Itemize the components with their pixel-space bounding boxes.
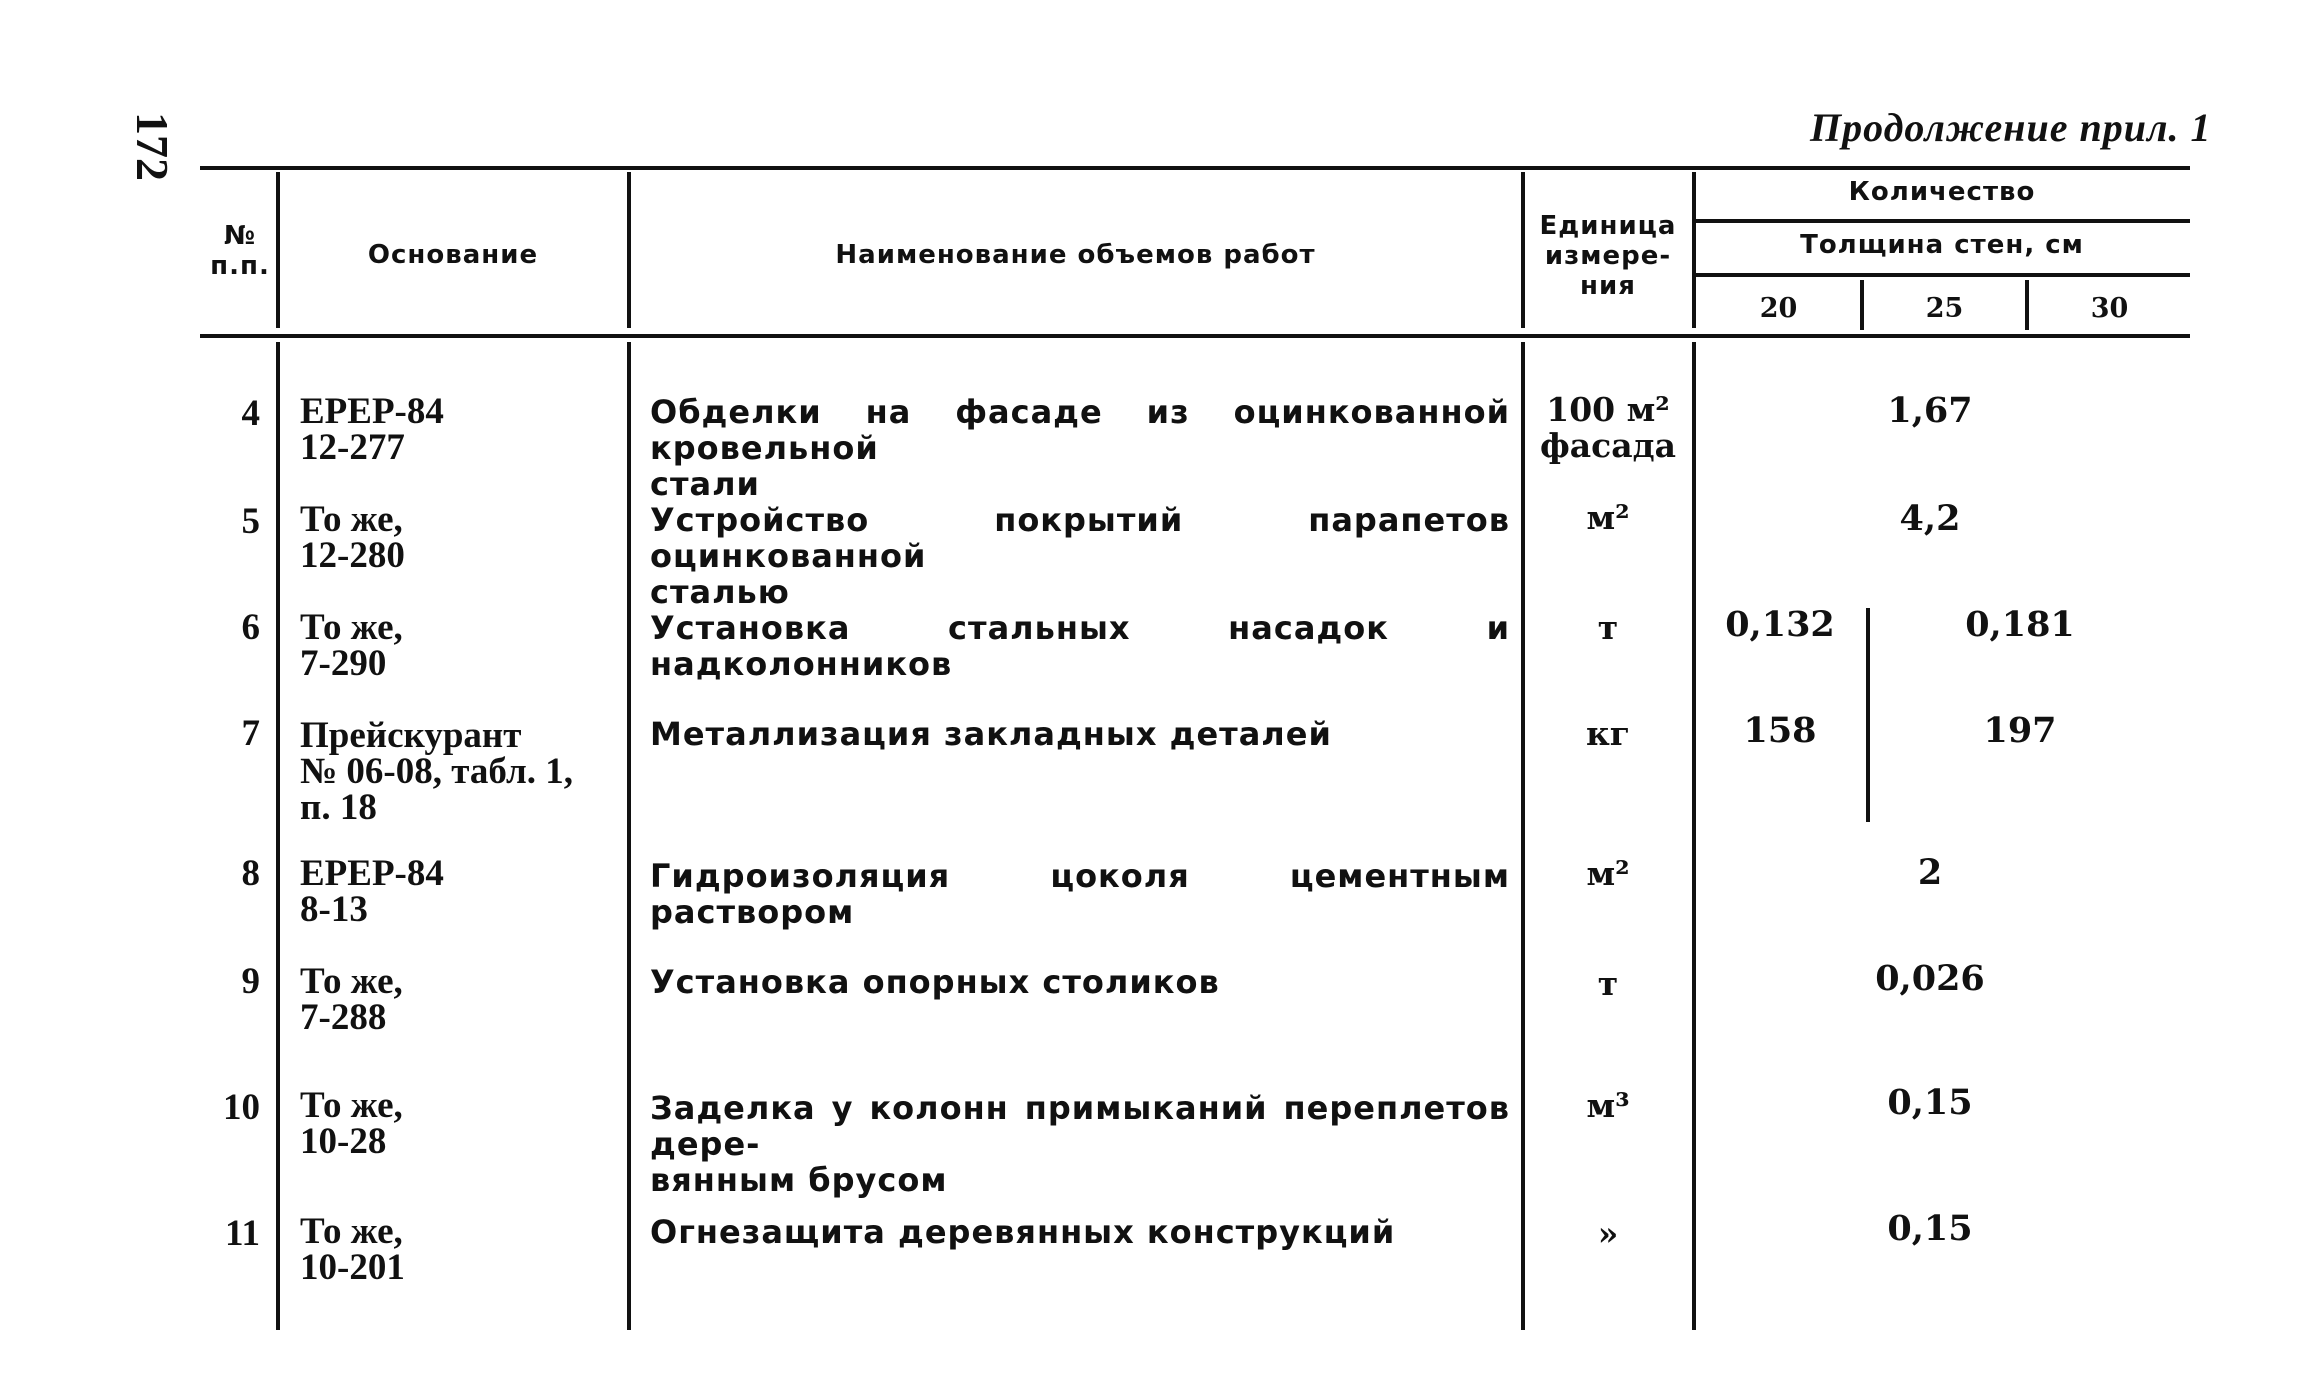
header-thickness: Толщина стен, см [1800,230,2084,260]
row-unit: м² [1586,498,1630,537]
row-qty: 2 [1917,852,1943,893]
header-num: № п.п. [210,221,270,281]
row-unit: т [1597,964,1619,1003]
row-unit: м³ [1586,1086,1630,1125]
header-basis: Основание [367,240,539,270]
header-bottom-rule [200,334,2190,338]
header-unit: Единица измере- ния [1539,211,1677,301]
header-t25: 25 [1925,293,1964,324]
header-t30: 30 [2090,293,2129,324]
col-divider-1-header [276,172,280,328]
row-num: 9 [241,961,260,1002]
quantity-rule [1695,219,2190,223]
row-work-name: Огнезащита деревянных конструкций [650,1213,1396,1251]
row-qty-25-30: 197 [1983,710,2057,751]
col-divider-4-body [1692,342,1696,1330]
row-work-name: Обделки на фасаде из оцинкованной кровельной стали [650,393,1510,503]
header-work-name: Наименование объемов работ [835,240,1316,270]
page-number: 172 [127,112,178,181]
row-work-name: Установка стальных насадок и надколонников [650,609,1510,683]
row-basis: ЕРЕР-84 8-13 [300,853,444,930]
row-qty-20: 0,132 [1725,604,1835,645]
row-unit: м² [1586,854,1630,893]
row-work-name: Заделка у колонн примыканий переплетов дере- вянным брусом [650,1089,1510,1199]
continuation-title: Продолжение прил. 1 [1810,105,2212,150]
row-basis: То же, 7-288 [300,961,403,1038]
row-unit: 100 м² фасада [1540,390,1676,465]
row-unit: т [1597,608,1619,647]
col-divider-2-header [627,172,631,328]
qty-split-line [1866,608,1870,822]
row-qty-25-30: 0,181 [1965,604,2075,645]
row-basis: То же, 7-290 [300,607,403,684]
row-basis: То же, 12-280 [300,499,405,576]
thickness-rule [1695,273,2190,277]
header-t20: 20 [1759,293,1798,324]
row-qty: 0,026 [1875,958,1985,999]
row-work-name: Металлизация закладных деталей [650,715,1332,753]
row-basis: То же, 10-201 [300,1211,405,1288]
row-num: 7 [241,713,260,754]
col-divider-1-body [276,342,280,1330]
row-num: 4 [241,393,260,434]
col-divider-2-body [627,342,631,1330]
row-qty: 4,2 [1899,498,1961,539]
row-qty: 0,15 [1887,1208,1973,1249]
row-basis: ЕРЕР-84 12-277 [300,391,444,468]
row-num: 11 [225,1213,260,1254]
row-num: 5 [241,501,260,542]
row-num: 6 [241,607,260,648]
header-quantity: Количество [1848,177,2036,207]
row-unit: » [1597,1214,1619,1253]
row-num: 8 [241,853,260,894]
row-basis: То же, 10-28 [300,1085,403,1162]
row-work-name: Гидроизоляция цоколя цементным раствором [650,857,1510,931]
row-qty: 0,15 [1887,1082,1973,1123]
row-work-name: Установка опорных столиков [650,963,1220,1001]
row-work-name: Устройство покрытий парапетов оцинкованной сталью [650,501,1510,611]
col-divider-4-header [1692,172,1696,328]
col-divider-3-body [1521,342,1525,1330]
row-qty: 1,67 [1887,390,1973,431]
row-unit: кг [1585,714,1631,753]
table-top-rule [200,166,2190,170]
row-num: 10 [223,1087,260,1128]
row-basis: Прейскурант № 06-08, табл. 1, п. 18 [300,715,573,828]
row-qty-20: 158 [1743,710,1817,751]
col-divider-3-header [1521,172,1525,328]
